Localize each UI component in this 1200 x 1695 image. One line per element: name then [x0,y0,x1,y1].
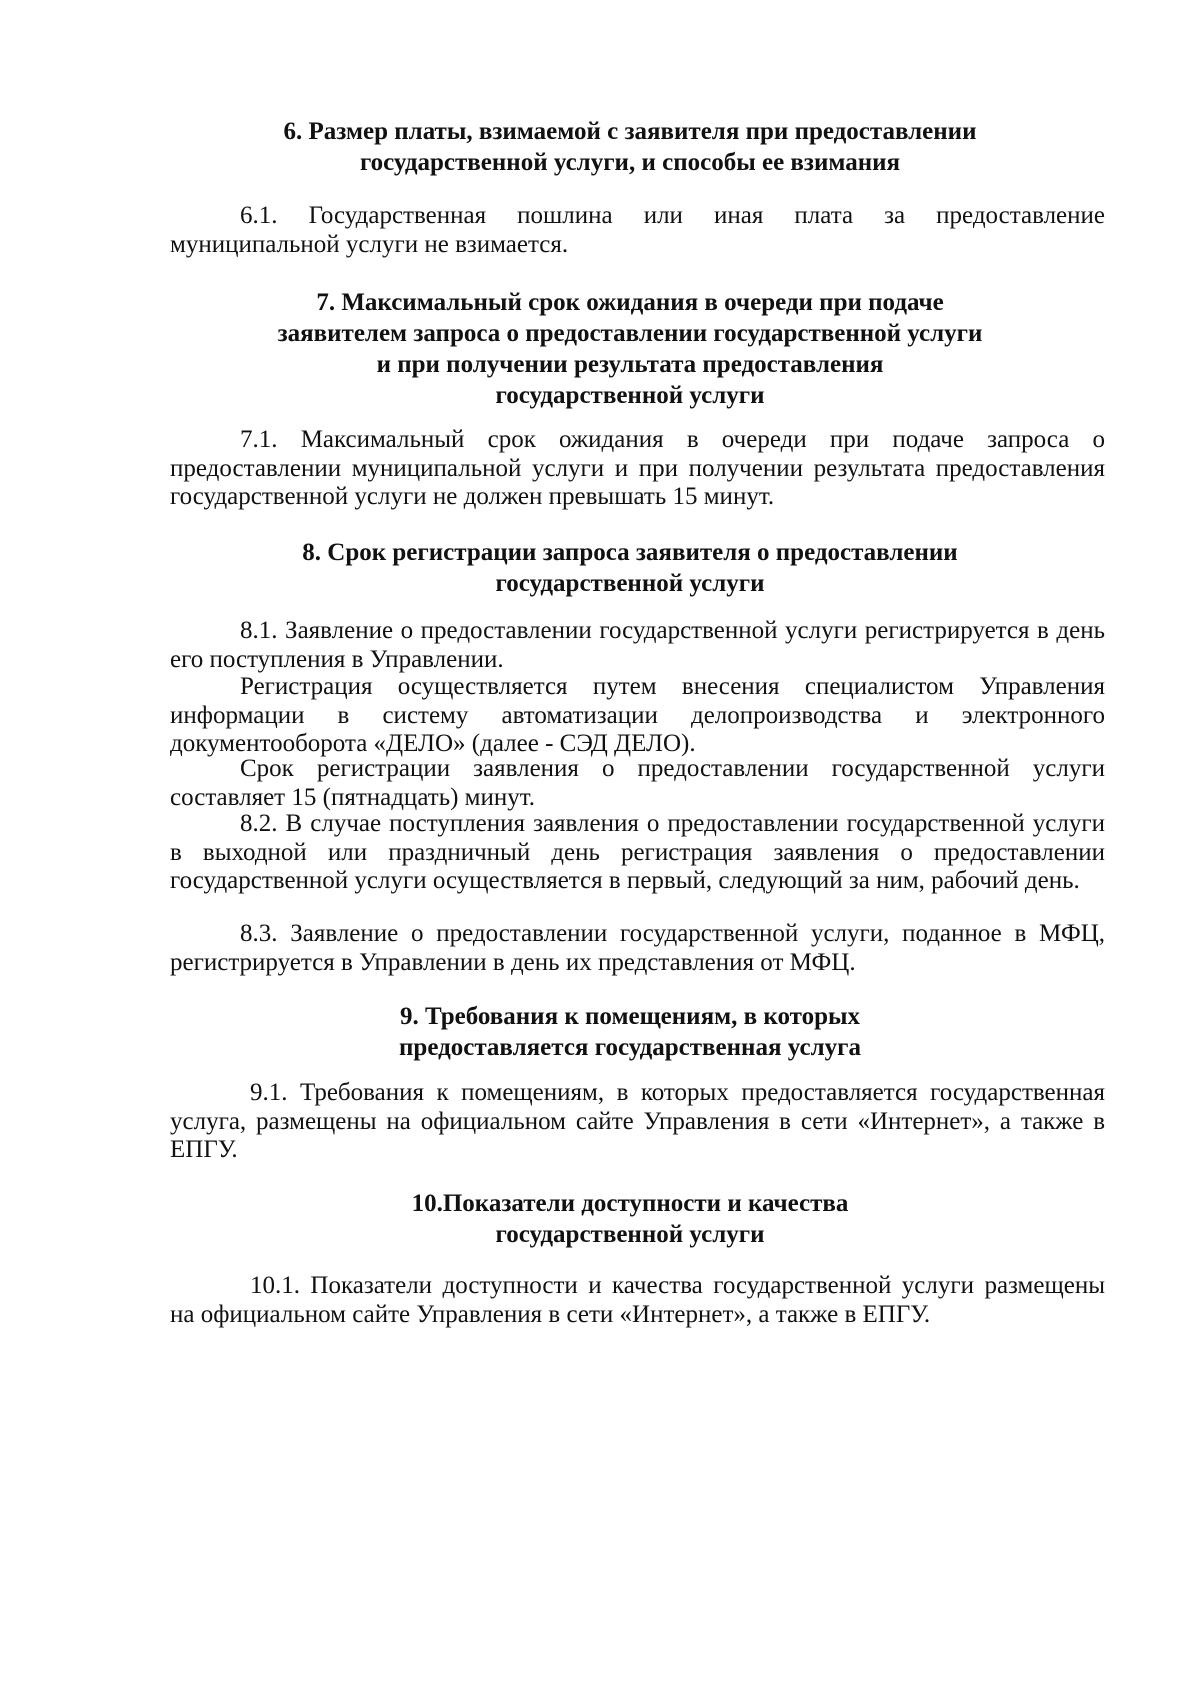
paragraph-8-1-term: Срок регистрации заявления о предоставлении государственной услуги составляет 15 (пятнадцать) минут. [170,755,1105,811]
section-6-heading [160,116,1100,178]
heading-line: государственной услуги [495,382,765,409]
paragraph-8-2: 8.2. В случае поступления заявления о предоставлении государственной услуги в выходной или праздничный день регистрация заявления о предоставлении государственной услуги осуществляется в первый, следующий за ним, рабочий день. [170,810,1105,894]
paragraph-9-1: 9.1. Требования к помещениям, в которых предоставляется государственная услуга, размещены на официальном сайте Управления в сети «Интернет», а также в ЕПГУ. [170,1079,1105,1163]
heading-line: 9. Требования к помещениям, в которых [400,1003,860,1030]
section-10-heading [160,1188,1100,1250]
paragraph-7-1: 7.1. Максимальный срок ожидания в очереди при подаче запроса о предоставлении муниципальной услуги и при получении результата предоставления государственной услуги не должен превышать 15 минут. [170,426,1105,510]
paragraph-8-1: 8.1. Заявление о предоставлении государственной услуги регистрируется в день его поступления в Управлении. [170,617,1105,673]
heading-line: государственной услуги, и способы ее взимания [359,149,901,176]
section-8-heading [160,537,1100,599]
paragraph-8-3: 8.3. Заявление о предоставлении государственной услуги, поданное в МФЦ, регистрируется в Управлении в день их представления от МФЦ. [170,920,1105,976]
heading-line: предоставляется государственная услуга [399,1034,861,1061]
heading-line: 10.Показатели доступности и качества [411,1190,849,1217]
heading-line: государственной услуги [495,1221,765,1248]
paragraph-6-1: 6.1. Государственная пошлина или иная плата за предоставление муниципальной услуги не взимается. [170,202,1105,258]
heading-line: 6. Размер платы, взимаемой с заявителя при предоставлении [283,118,977,145]
heading-line: государственной услуги [495,570,765,597]
section-7-heading [160,287,1100,411]
heading-line: 8. Срок регистрации запроса заявителя о предоставлении [302,539,958,566]
section-9-heading [160,1001,1100,1063]
paragraph-8-1-registration: Регистрация осуществляется путем внесения специалистом Управления информации в систему автоматизации делопроизводства и электронного документооборота «ДЕЛО» (далее - СЭД ДЕЛО). [170,673,1105,757]
paragraph-10-1: 10.1. Показатели доступности и качества государственной услуги размещены на официальном сайте Управления в сети «Интернет», а также в ЕПГУ. [170,1272,1105,1328]
heading-line: заявителем запроса о предоставлении государственной услуги [277,320,983,347]
heading-line: 7. Максимальный срок ожидания в очереди при подаче [316,289,944,316]
heading-line: и при получении результата предоставления [376,351,884,378]
